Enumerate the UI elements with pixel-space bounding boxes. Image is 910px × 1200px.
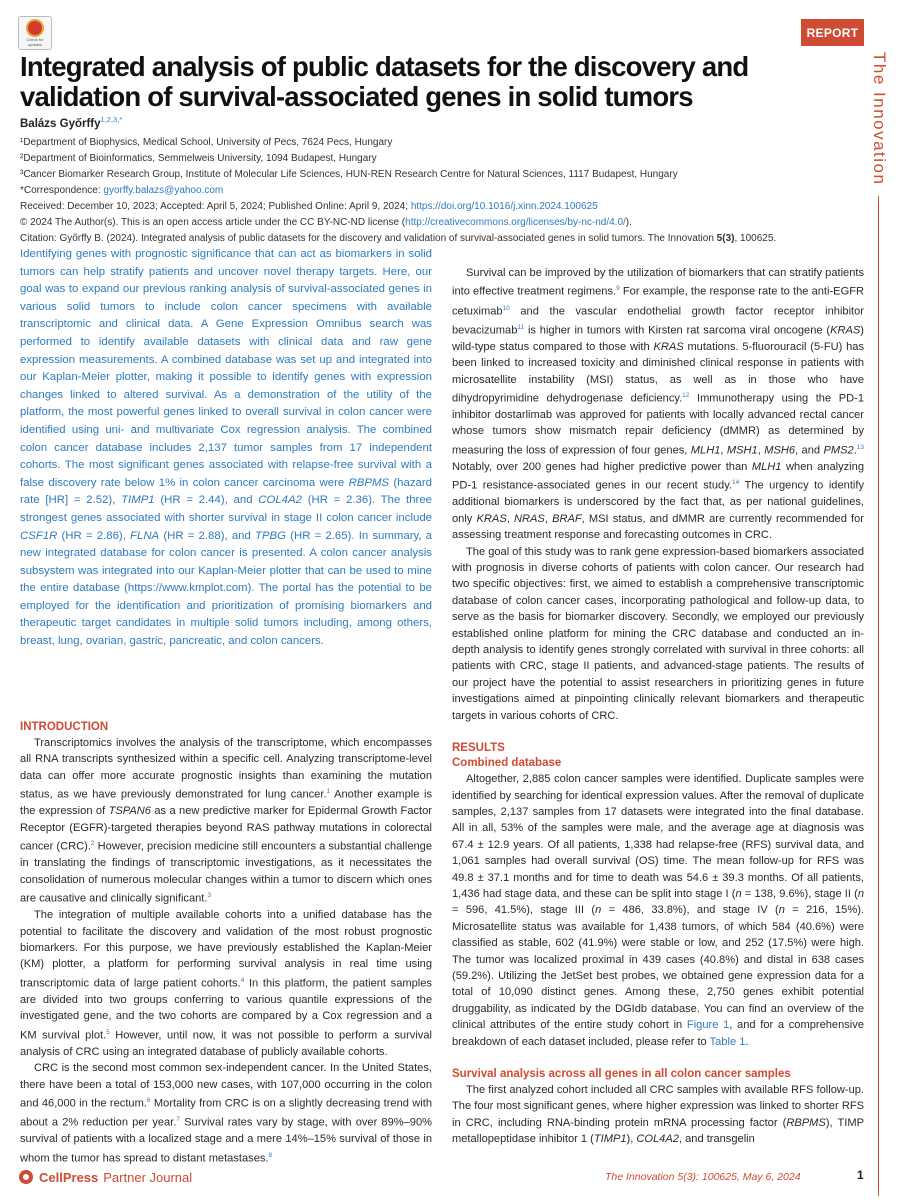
survival-analysis-heading: Survival analysis across all genes in all colon cancer samples — [452, 1068, 791, 1080]
citation-prefix: Citation: Győrffy B. (2024). Integrated analysis of public datasets for the discovery and validation of survival-associated genes in solid tumors. The Innovation — [20, 233, 717, 244]
publisher-footer — [18, 1169, 192, 1185]
intro-paragraph-1: Transcriptomics involves the analysis of the transcriptome, which encompasses all RNA transcripts synthesized within a specific cell. Analyzing transcriptome-level data can offer more accurate prognostic insights than examining the mutation status, as we have previously demonstrated for lung cancer.$^1$ Another example is the expression of TSPAN6 as a new predictive marker for Epidermal Growth Factor Receptor (EGFR)-targeted therapies beyond RAS pathway mutations in colorectal cancer (CRC).$^2$ However, precision medicine still encounters a substantial challenge in translating the findings of transcriptomic investigations, as it necessitates the consolidation of numerous molecular changes within a tumor to discern which ones are causative and clinically significant.$^3$ — [20, 737, 432, 905]
license-link[interactable]: http://creativecommons.org/licenses/by-nc-nd/4.0/ — [405, 217, 626, 228]
page-number: 1 — [857, 1168, 864, 1182]
intro-paragraph-3: CRC is the second most common sex-independent cancer. In the United States, there have been a total of 153,000 new cases, with 107,000 occurring in the colon and 46,000 in the rectum.$^6$ Mortality from CRC is on a slightly decreasing trend with about a 2% reduction per year.$^7$ Survival rates vary by stage, with over 89%–90% survival of patients with a localized stage and a mere 14%–15% survival of those in whom the tumor has spread to distant metastases.$^8$ — [20, 1062, 432, 1165]
citation-line — [20, 233, 776, 244]
check-updates-icon — [26, 19, 44, 37]
affiliation-3: ³Cancer Biomarker Research Group, Institute of Molecular Life Sciences, HUN-REN Research Centre for Natural Sciences, 1117 Budapest, Hungary — [20, 169, 678, 180]
footer-citation: The Innovation 5(3): 100625, May 6, 2024 — [605, 1171, 801, 1183]
intro-paragraph-2: The integration of multiple available cohorts into a unified database has the potential to facilitate the discovery and validation of the most robust prognostic biomarkers. For this purpose, we have previously established the Kaplan-Meier (KM) plotter, a platform for performing survival analysis in real time using transcriptomic data of large patient cohorts.$^4$ In this platform, the patient samples are divided into two groups conferring to various quantile expressions of the investigated gene, and the two cohorts are compared by a Cox regression and a KM survival plot.$^5$ However, until now, it was not possible to perform a survival analysis of CRC using an integrated database of publicly available cohorts. — [20, 909, 432, 1058]
figure-1-link[interactable]: Figure 1 — [686, 1019, 730, 1032]
check-for-updates-badge[interactable] — [18, 16, 52, 50]
publication-dates — [20, 201, 598, 212]
affiliation-1: ¹Department of Biophysics, Medical School, University of Pecs, 7624 Pecs, Hungary — [20, 137, 393, 148]
citation-suffix: , 100625. — [734, 233, 777, 244]
check-updates-label: Check for updates — [26, 37, 44, 47]
article-type-badge: REPORT — [801, 19, 864, 46]
article-title: Integrated analysis of public datasets for the discovery and validation of survival-associated genes in solid tumors — [20, 51, 749, 112]
dates-text: Received: December 10, 2023; Accepted: April 5, 2024; Published Online: April 9, 2024; — [20, 201, 411, 212]
introduction-heading: INTRODUCTION — [20, 721, 109, 733]
correspondence-email-link[interactable]: gyorffy.balazs@yahoo.com — [103, 185, 224, 196]
publisher-name: CellPress — [39, 1169, 99, 1185]
correspondence-label: *Correspondence: — [20, 185, 104, 196]
citation-volume: 5(3) — [716, 233, 735, 244]
table-1-link[interactable]: Table 1 — [709, 1035, 746, 1048]
partner-journal-label: Partner Journal — [103, 1169, 193, 1185]
journal-name-vertical: The Innovation — [870, 52, 889, 186]
right-paragraph-2: The goal of this study was to rank gene expression-based biomarkers associated with prognosis in diverse cohorts of patients with colon cancer. Our research had two specific objectives: first, we aimed to establish a comprehensive transcriptomic database of colon cancer cases, incorporating pathological and follow-up data, to serve as the basis for biomarker discovery. Secondly, we employed our previously established online platform for mining the CRC database and conducted an in-depth analysis to identify genes strongly correlated with survival in three cohorts: all patients with CRC, stage II patients, and advanced-stage patients. The results of our project have the potential to assist researchers in prioritizing genes in future investigations aimed at pinpointing clinically relevant biomarkers and therapeutic targets in various cohorts of CRC. — [452, 545, 864, 722]
license-prefix: © 2024 The Author(s). This is an open access article under the CC BY-NC-ND license ( — [20, 217, 406, 228]
author-line — [20, 115, 122, 130]
affiliation-2: ²Department of Bioinformatics, Semmelweis University, 1094 Budapest, Hungary — [20, 153, 377, 164]
correspondence — [20, 185, 223, 196]
results-heading: RESULTS — [452, 742, 505, 755]
right-paragraph-1: Survival can be improved by the utilization of biomarkers that can stratify patients into effective treatment regimens.$^9$ For example, the response rate to the anti-EGFR cetuximab$^{10}$ and the vascular endothelial growth factor receptor inhibitor bevacizumab$^{11}$ is higher in tumors with Kirsten rat sarcoma viral oncogene (KRAS) wild-type status compared to those with KRAS mutations. 5-fluorouracil (5-FU) has been linked to increased toxicity and diminished clinical response in patients with microsatellite instability (MSI) status, as well as in those who have dihydropyrimidine dehydrogenase deficiency.$^{12}$ Immunotherapy using the PD-1 inhibitor dostarlimab was approved for patients with locally advanced rectal cancer whose tumors show mismatch repair deficiency (dMMR) as determined by measuring the loss of expression of four genes, MLH1, MSH1, MSH6, and PMS2.13 Notably, over 200 genes had higher predictive power than MLH1 when analyzing PD-1 resistance-associated genes in our recent study.$^{14}$ The urgency to identify additional biomarkers is underscored by the fact that, as per national guidelines, only KRAS, NRAS, BRAF, MSI status, and dMMR are currently recommended for assessing treatment response and forecasting outcomes in CRC. — [452, 267, 865, 542]
doi-link[interactable]: https://doi.org/10.1016/j.xinn.2024.100625 — [410, 201, 598, 212]
vertical-divider — [878, 196, 879, 1196]
cellpress-logo-icon — [18, 1169, 34, 1185]
introduction-section — [20, 720, 432, 1167]
combined-database-heading: Combined database — [452, 757, 562, 770]
right-paragraph-4: The first analyzed cohort included all CRC samples with available RFS follow-up. The four most significant genes, where higher expression was linked to shorter RFS in CRC, including RNA-binding protein mRNA processing factor (RBPMS), TIMP metallopeptidase inhibitor 1 (TIMP1), COL4A2, and transgelin — [452, 1084, 864, 1146]
license-line — [20, 217, 632, 228]
abstract: Identifying genes with prognostic significance that can act as biomarkers in solid tumors can help stratify patients and uncover novel therapy targets. Here, our goal was to expand our previous ranking analysis of survival-associated genes in various solid tumors to include colon cancer specimens with available transcriptomic and clinical data. A Gene Expression Omnibus search was performed to identify available datasets with clinical data and raw gene expression measurements. A combined database was set up and integrated into our Kaplan-Meier plotter, making it possible to identify genes with expression changes linked to altered survival. As a demonstration of the utility of the platform, the most powerful genes linked to overall survival in colon cancer were identified using uni- and multivariate Cox regression analysis. The combined colon cancer database includes 2,137 tumor samples from 17 independent cohorts. The most significant genes associated with relapse-free survival with a false discovery rate below 1% in colon cancer carcinoma were RBPMS (hazard rate [HR] = 2.52), TIMP1 (HR = 2.44), and COL4A2 (HR = 2.36). The three strongest genes associated with shorter survival in stage II colon cancer include CSF1R (HR = 2.86), FLNA (HR = 2.88), and TPBG (HR = 2.65). In summary, a new integrated database for colon cancer is presented. A colon cancer analysis subsystem was integrated into our Kaplan-Meier plotter that can be used to mine the entire database (https://www.kmplot.com). The portal has the potential to be employed for the identification and prioritization of promising biomarkers and therapeutic target candidates in multiple solid tumors including, among others, breast, lung, ovarian, gastric, pancreatic, and colon cancers. — [20, 248, 433, 648]
right-column — [452, 265, 864, 1148]
author-name: Balázs Győrffy — [20, 117, 101, 130]
right-paragraph-3: Altogether, 2,885 colon cancer samples were identified. Duplicate samples were identified by searching for identical expression values. After the removal of duplicate samples, 2,137 samples from 17 datasets were integrated into the final database. All in all, 53% of the samples were male, and the average age at diagnosis was 67.4 ± 12.9 years. Of all patients, 1,338 had relapse-free (RFS) survival data, and 1,061 samples had overall survival (OS) time. The mean follow-up for RFS was 49.8 ± 37.1 months and for time to death was 54.6 ± 39.3 months. Of all patients, 1,436 had stage data, and these can be split into stage I (n = 138, 9.6%), stage II (n = 596, 41.5%), stage III (n = 486, 33.8%), and stage IV (n = 216, 15%). Microsatellite status was available for 1,438 tumors, of which 584 (40.6%) were classified as stable, 602 (41.9%) were stable or low, and 252 (17.5%) were high. The tumor was localized proximal in 439 cases (40.8%) and distal in 638 cases (59.2%). Utilizing the JetSet best probes, we obtained gene expression data for a total of 10,090 distinct genes. Among these, 2,750 genes exhibit potential druggability, as indicated by the DGIdb database. You can find an overview of the clinical attributes of the entire study cohort in Figure 1, and for a comprehensive breakdown of each dataset included, please refer to Table 1. — [452, 773, 864, 1048]
license-suffix: ). — [625, 217, 632, 228]
author-affiliation-refs[interactable]: 1,2,3,* — [100, 115, 123, 124]
